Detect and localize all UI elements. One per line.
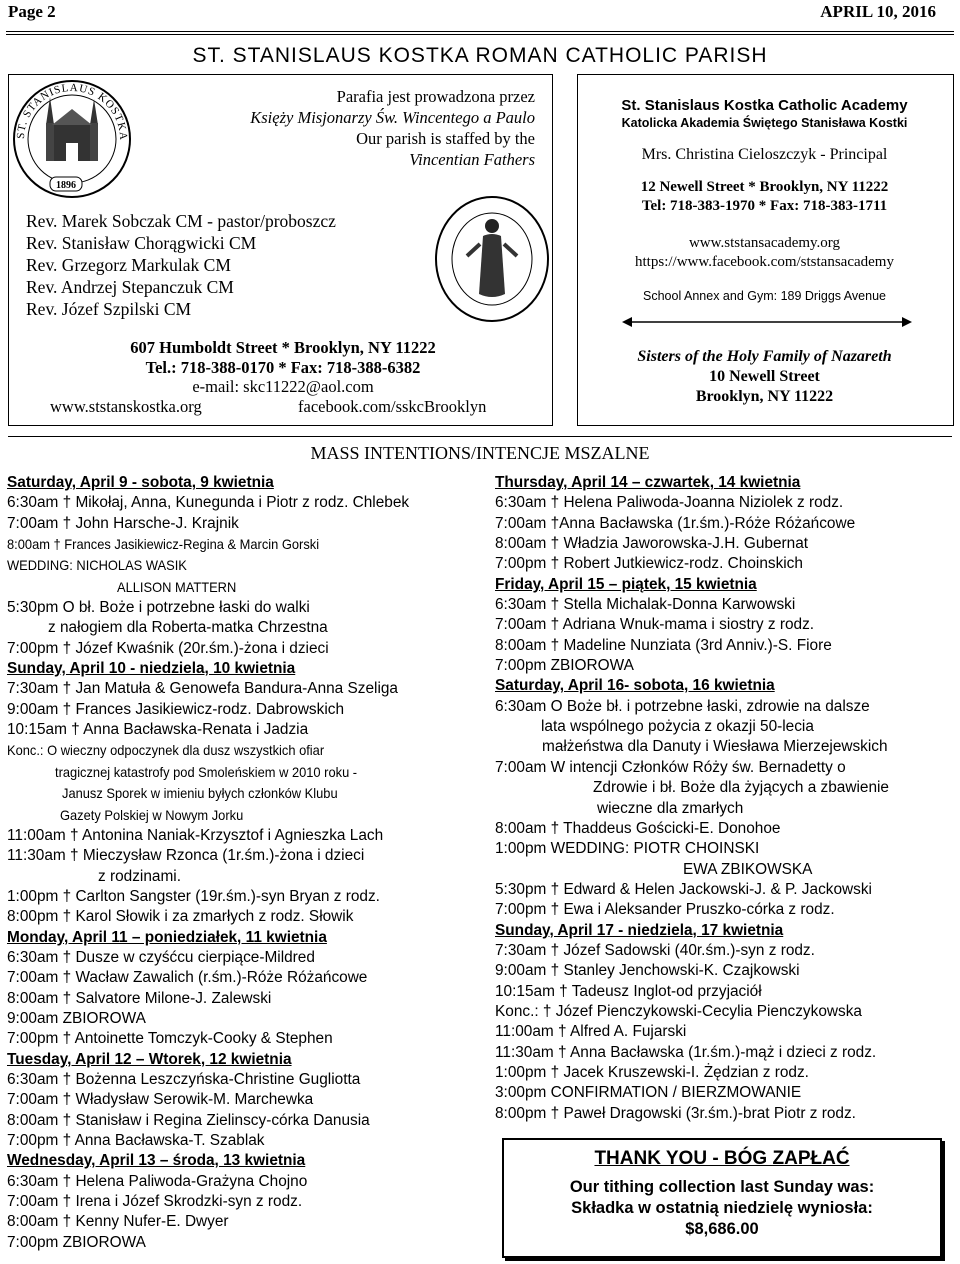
parish-phone: Tel.: 718-388-0170 * Fax: 718-388-6382 (145, 357, 421, 377)
mass-day-heading: Saturday, April 9 - sobota, 9 kwietnia (7, 474, 274, 491)
staffed-line-4: Vincentian Fathers (409, 150, 535, 169)
mass-intention-text: Gazety Polskiej w Nowym Jorku (60, 806, 244, 823)
mass-intention-line: 7:00am † Wacław Zawalich (r.śm.)-Róże Różańcowe (7, 969, 368, 987)
mass-intention-line: z nałogiem dla Roberta-matka Chrzestna (48, 619, 328, 637)
mass-intention-line: 7:00pm † Ewa i Aleksander Pruszko-córka z rodz. (495, 901, 835, 919)
mass-intention-line: 6:30am † Helena Paliwoda-Joanna Niziolek z rodz. (495, 494, 844, 512)
mass-intention-line: Konc.: † Józef Pienczykowski-Cecylia Pienczykowska (495, 1002, 862, 1020)
mass-day-heading: Tuesday, April 12 – Wtorek, 12 kwietnia (7, 1050, 292, 1068)
mass-intention-line: 8:00am † Salvatore Milone-J. Zalewski (7, 989, 272, 1007)
mass-intention-line: 8:00am † Stanisław i Regina Zielinscy-córka Danusia (7, 1111, 370, 1129)
mass-intention-line: 9:00am † Frances Jasikiewicz-rodz. Dabrowskich (7, 700, 345, 718)
page-number: Page 2 (8, 2, 56, 21)
mass-intention-text: tragicznej katastrofy pod Smoleńskiem w 2010 roku - (55, 763, 358, 780)
priest-name: Rev. Marek Sobczak CM - pastor/proboszcz (26, 211, 336, 231)
mass-intention-line: 7:00pm ZBIOROWA (495, 657, 634, 675)
mass-intention-line (7, 805, 409, 826)
mass-intention-line: 6:30am † Stella Michalak-Donna Karwowski (495, 596, 796, 614)
parish-address: 607 Humboldt Street * Brooklyn, NY 11222 (130, 338, 436, 357)
priest-name: Rev. Grzegorz Markulak CM (26, 255, 231, 275)
staffed-line-2: Księży Misjonarzy Św. Wincentego a Paulo (250, 108, 535, 127)
mass-intention-line: 7:00pm ZBIOROWA (7, 1233, 146, 1251)
staffed-by-notice (250, 86, 535, 170)
mass-intention-line: 8:00am † Kenny Nufer-E. Dwyer (7, 1213, 229, 1231)
academy-subtitle: Katolicka Akademia Świętego Stanisława Kostki (621, 116, 908, 130)
mass-intention-line: 5:30pm † Edward & Helen Jackowski-J. & P. Jackowski (495, 880, 872, 898)
tithing-line-polish: Składka w ostatnią niedzielę wyniosła: (571, 1199, 873, 1217)
academy-website[interactable]: www.ststansacademy.org (688, 235, 841, 251)
priest-name: Rev. Stanisław Chorągwicki CM (26, 233, 257, 253)
academy-title: St. Stanislaus Kostka Catholic Academy (621, 97, 908, 114)
parish-website[interactable]: www.ststanskostka.org (50, 396, 202, 416)
header-rule (6, 31, 954, 32)
parish-seal-logo (10, 77, 134, 201)
mass-day-heading: Monday, April 11 – poniedziałek, 11 kwietnia (7, 928, 327, 946)
mass-intention-text: Janusz Sporek w imieniu byłych członków Klubu (62, 785, 338, 802)
mass-intention-line: 7:30am † Józef Sadowski (40r.śm.)-syn z rodz. (495, 941, 815, 959)
mass-day-heading: Friday, April 15 – piątek, 15 kwietnia (495, 575, 757, 593)
mass-day-heading: Sunday, April 10 - niedziela, 10 kwietnia (7, 660, 296, 678)
mass-intention-line: 6:30am † Bożenna Leszczyńska-Christine Gugliotta (7, 1070, 361, 1088)
academy-facebook[interactable]: https://www.facebook.com/ststansacademy (635, 254, 894, 270)
issue-date: APRIL 10, 2016 (820, 2, 936, 21)
mass-intention-line: 1:00pm WEDDING: PIOTR CHOINSKI (495, 840, 760, 858)
sisters-block (577, 347, 952, 407)
sisters-city: Brooklyn, NY 11222 (695, 388, 834, 405)
mass-intention-text: Konc.: O wieczny odpoczynek dla dusz wszystkich ofiar (7, 742, 325, 759)
academy-web-block (577, 234, 952, 272)
thank-you-title: THANK YOU - BÓG ZAPŁAĆ (594, 1148, 850, 1169)
svg-text:1896: 1896 (56, 180, 76, 191)
parish-contact (28, 338, 538, 417)
academy-principal: Mrs. Christina Cieloszczyk - Principal (641, 146, 888, 163)
priest-name: Rev. Józef Szpilski CM (26, 299, 192, 319)
vincentian-medal-logo (433, 194, 551, 324)
mass-intention-text: WEDDING: NICHOLAS WASIK (7, 557, 187, 574)
mass-intention-line: 8:00am † Madeline Nunziata (3rd Anniv.)-S. Fiore (495, 636, 832, 654)
header-rule-secondary (6, 34, 954, 35)
mass-intention-line (7, 577, 409, 598)
academy-address-block (577, 178, 952, 216)
mass-intention-line (7, 534, 409, 555)
staffed-line-1: Parafia jest prowadzona przez (336, 87, 535, 106)
mass-intention-line (7, 740, 409, 761)
mass-intention-line: 6:30am † Mikołaj, Anna, Kunegunda i Piotr z rodz. Chlebek (7, 494, 410, 512)
tithing-amount: $8,686.00 (685, 1220, 759, 1238)
mass-day-heading: Thursday, April 14 – czwartek, 14 kwietnia (495, 474, 801, 491)
parish-title: ST. STANISLAUS KOSTKA ROMAN CATHOLIC PARISH (192, 44, 768, 67)
mass-intention-line: 8:00pm † Karol Słowik i za zmarłych z rodz. Słowik (7, 908, 354, 926)
mass-intention-line: lata wspólnego pożycia z okazji 50-lecia (541, 718, 814, 736)
mass-intention-text: 8:00am † Frances Jasikiewicz-Regina & Marcin Gorski (7, 536, 320, 553)
mass-column-right (495, 473, 889, 1124)
priest-name: Rev. Andrzej Stepanczuk CM (26, 277, 234, 297)
priest-list (26, 210, 336, 320)
mass-intention-line: 7:00am W intencji Członków Róży św. Bernadetty o (495, 758, 846, 776)
mass-intention-line: z rodzinami. (98, 867, 181, 885)
svg-text:ST. STANISLAUS KOSTKA: ST. STANISLAUS KOSTKA (14, 81, 130, 142)
mass-intention-line: 1:00pm † Carlton Sangster (19r.śm.)-syn Bryan z rodz. (7, 887, 380, 905)
web-row (28, 397, 538, 417)
mass-intention-line: 7:00am † John Harsche-J. Krajnik (7, 514, 239, 532)
mass-intention-line (7, 555, 409, 576)
mass-intention-line: 8:00pm † Paweł Dragowski (3r.śm.)-brat Piotr z rodz. (495, 1104, 856, 1122)
thank-you-box (502, 1138, 942, 1258)
mass-intention-line: 7:30am † Jan Matuła & Genowefa Bandura-Anna Szeliga (7, 680, 398, 698)
mass-intention-line: 11:00am † Antonina Naniak-Krzysztof i Agnieszka Lach (7, 826, 384, 844)
mass-intention-line: 9:00am † Stanley Jenchowski-K. Czajkowski (495, 962, 800, 980)
mass-intentions-title: MASS INTENTIONS/INTENCJE MSZALNE (310, 443, 650, 463)
mass-day-heading: Sunday, April 17 - niedziela, 17 kwietnia (495, 921, 784, 939)
mass-section-rule (8, 436, 952, 437)
sisters-name: Sisters of the Holy Family of Nazareth (637, 348, 892, 365)
double-arrow-divider (622, 312, 912, 332)
mass-intention-line: 8:00am † Thaddeus Gościcki-E. Donohoe (495, 819, 781, 837)
sisters-street: 10 Newell Street (709, 368, 820, 385)
mass-intention-line: 11:30am † Anna Bacławska (1r.śm.)-mąż i dzieci z rodz. (495, 1043, 877, 1061)
mass-intention-line (7, 762, 409, 783)
parish-facebook[interactable]: facebook.com/sskcBrooklyn (298, 396, 487, 416)
mass-intention-line: 9:00am ZBIOROWA (7, 1009, 146, 1027)
mass-intention-line: 3:00pm CONFIRMATION / BIERZMOWANIE (495, 1084, 802, 1102)
mass-intention-line: 6:30am O Boże bł. i potrzebne łaski, zdrowie na dalsze (495, 697, 870, 715)
staffed-line-3: Our parish is staffed by the (356, 129, 535, 148)
mass-intention-line: 6:30am † Dusze w czyśćcu cierpiące-Mildred (7, 948, 315, 966)
mass-intention-line: 11:00am † Alfred A. Fujarski (495, 1023, 687, 1041)
mass-intention-line: 7:00pm † Anna Bacławska-T. Szablak (7, 1132, 265, 1149)
mass-intention-line: 7:00am †Anna Bacławska (1r.śm.)-Róże Różańcowe (495, 514, 856, 532)
mass-intention-line: 7:00am † Adriana Wnuk-mama i siostry z rodz. (495, 616, 815, 634)
mass-column-left (7, 473, 409, 1253)
mass-intention-line: EWA ZBIKOWSKA (683, 860, 813, 878)
parish-email: e-mail: skc11222@aol.com (192, 377, 374, 396)
mass-intention-line: 8:00am † Władzia Jaworowska-J.H. Gubernat (495, 535, 809, 553)
mass-intention-line: 7:00pm † Robert Jutkiewicz-rodz. Choinskich (495, 555, 803, 573)
mass-intention-line: 6:30am † Helena Paliwoda-Grażyna Chojno (7, 1172, 308, 1190)
mass-intention-line: 10:15am † Anna Bacławska-Renata i Jadzia (7, 721, 309, 739)
mass-day-heading: Saturday, April 16- sobota, 16 kwietnia (495, 677, 775, 695)
mass-day-heading: Wednesday, April 13 – środa, 13 kwietnia (7, 1152, 306, 1170)
mass-intention-line: Zdrowie i bł. Boże dla żyjących a zbawienie (593, 779, 889, 797)
academy-phone: Tel: 718-383-1970 * Fax: 718-383-1711 (641, 198, 888, 214)
tithing-line-english: Our tithing collection last Sunday was: (569, 1178, 875, 1196)
mass-intention-line: 11:30am † Mieczysław Rzonca (1r.śm.)-żona i dzieci (7, 847, 365, 865)
academy-address: 12 Newell Street * Brooklyn, NY 11222 (640, 179, 889, 195)
mass-intention-text: ALLISON MATTERN (117, 578, 237, 595)
mass-intention-line: 7:00pm † Antoinette Tomczyk-Cooky & Stephen (7, 1030, 333, 1048)
academy-annex: School Annex and Gym: 189 Driggs Avenue (643, 289, 886, 303)
mass-intention-line: 7:00am † Irena i Józef Skrodzki-syn z rodz. (7, 1193, 303, 1211)
mass-intention-line: 10:15am † Tadeusz Inglot-od przyjaciół (495, 982, 762, 1000)
mass-intention-line: wieczne dla zmarłych (597, 799, 744, 817)
mass-intention-line: 7:00pm † Józef Kwaśnik (20r.śm.)-żona i dzieci (7, 639, 329, 657)
mass-intention-line (7, 783, 409, 804)
mass-intention-line: 1:00pm † Jacek Kruszewski-I. Żędzian z rodz. (495, 1063, 809, 1081)
mass-intention-line: małżeństwa dla Danuty i Wiesława Mierzejewskich (542, 738, 888, 756)
mass-intention-line: 7:00am † Władysław Serowik-M. Marchewka (7, 1091, 314, 1109)
mass-intention-line: 5:30pm O bł. Boże i potrzebne łaski do walki (7, 599, 310, 617)
